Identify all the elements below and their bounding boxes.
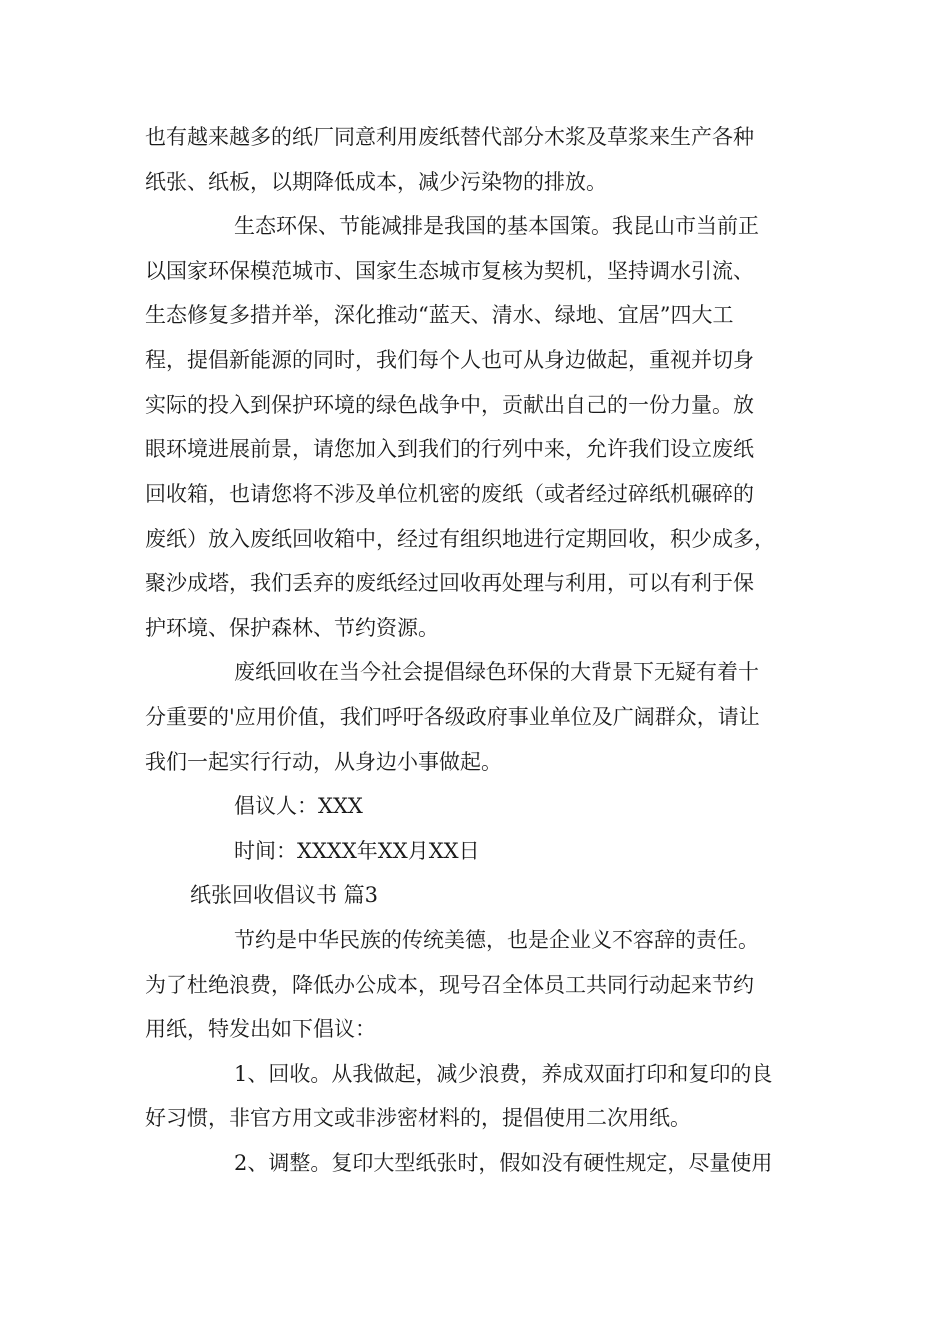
text-line: 好习惯，非官方用文或非涉密材料的，提倡使用二次用纸。 [145, 1106, 691, 1130]
list-item-adjust: 2、调整。复印大型纸张时，假如没有硬性规定，尽量使用 [234, 1151, 773, 1175]
text-line: 分重要的'应用价值，我们呼吁各级政府事业单位及广阔群众，请让 [145, 705, 760, 729]
text-line: 纸张、纸板，以期降低成本，减少污染物的排放。 [145, 170, 607, 194]
text-line: 护环境、保护森林、节约资源。 [145, 616, 439, 640]
text-line: 生态修复多措并举，深化推动“蓝天、清水、绿地、宜居”四大工 [145, 303, 734, 327]
text-line: 用纸，特发出如下倡议： [145, 1017, 376, 1041]
text-line: 为了杜绝浪费，降低办公成本，现号召全体员工共同行动起来节约 [145, 973, 754, 997]
list-item-recycle: 1、回收。从我做起，减少浪费，养成双面打印和复印的良 [234, 1062, 773, 1086]
text-line: 回收箱，也请您将不涉及单位机密的废纸（或者经过碎纸机碾碎的 [145, 482, 754, 506]
text-line: 废纸）放入废纸回收箱中，经过有组织地进行定期回收，积少成多， [145, 527, 775, 551]
text-line: 眼环境进展前景，请您加入到我们的行列中来，允许我们设立废纸 [145, 437, 754, 461]
proposer-line: 倡议人：XXX [234, 794, 363, 818]
text-line: 以国家环保模范城市、国家生态城市复核为契机，坚持调水引流、 [145, 259, 754, 283]
paragraph-start-line: 节约是中华民族的传统美德，也是企业义不容辞的责任。 [234, 928, 759, 952]
text-line: 也有越来越多的纸厂同意利用废纸替代部分木浆及草浆来生产各种 [145, 125, 754, 149]
text-line: 聚沙成塔，我们丢弃的废纸经过回收再处理与利用，可以有利于保 [145, 571, 754, 595]
text-line: 实际的投入到保护环境的绿色战争中，贡献出自己的一份力量。放 [145, 393, 754, 417]
paragraph-start-line: 废纸回收在当今社会提倡绿色环保的大背景下无疑有着十 [234, 660, 759, 684]
paragraph-start-line: 生态环保、节能减排是我国的基本国策。我昆山市当前正 [234, 214, 759, 238]
section-title: 纸张回收倡议书 篇3 [190, 883, 379, 907]
text-line: 我们一起实行行动，从身边小事做起。 [145, 750, 502, 774]
text-line: 程，提倡新能源的同时，我们每个人也可从身边做起，重视并切身 [145, 348, 754, 372]
date-line: 时间：XXXX年XX月XX日 [234, 839, 480, 863]
